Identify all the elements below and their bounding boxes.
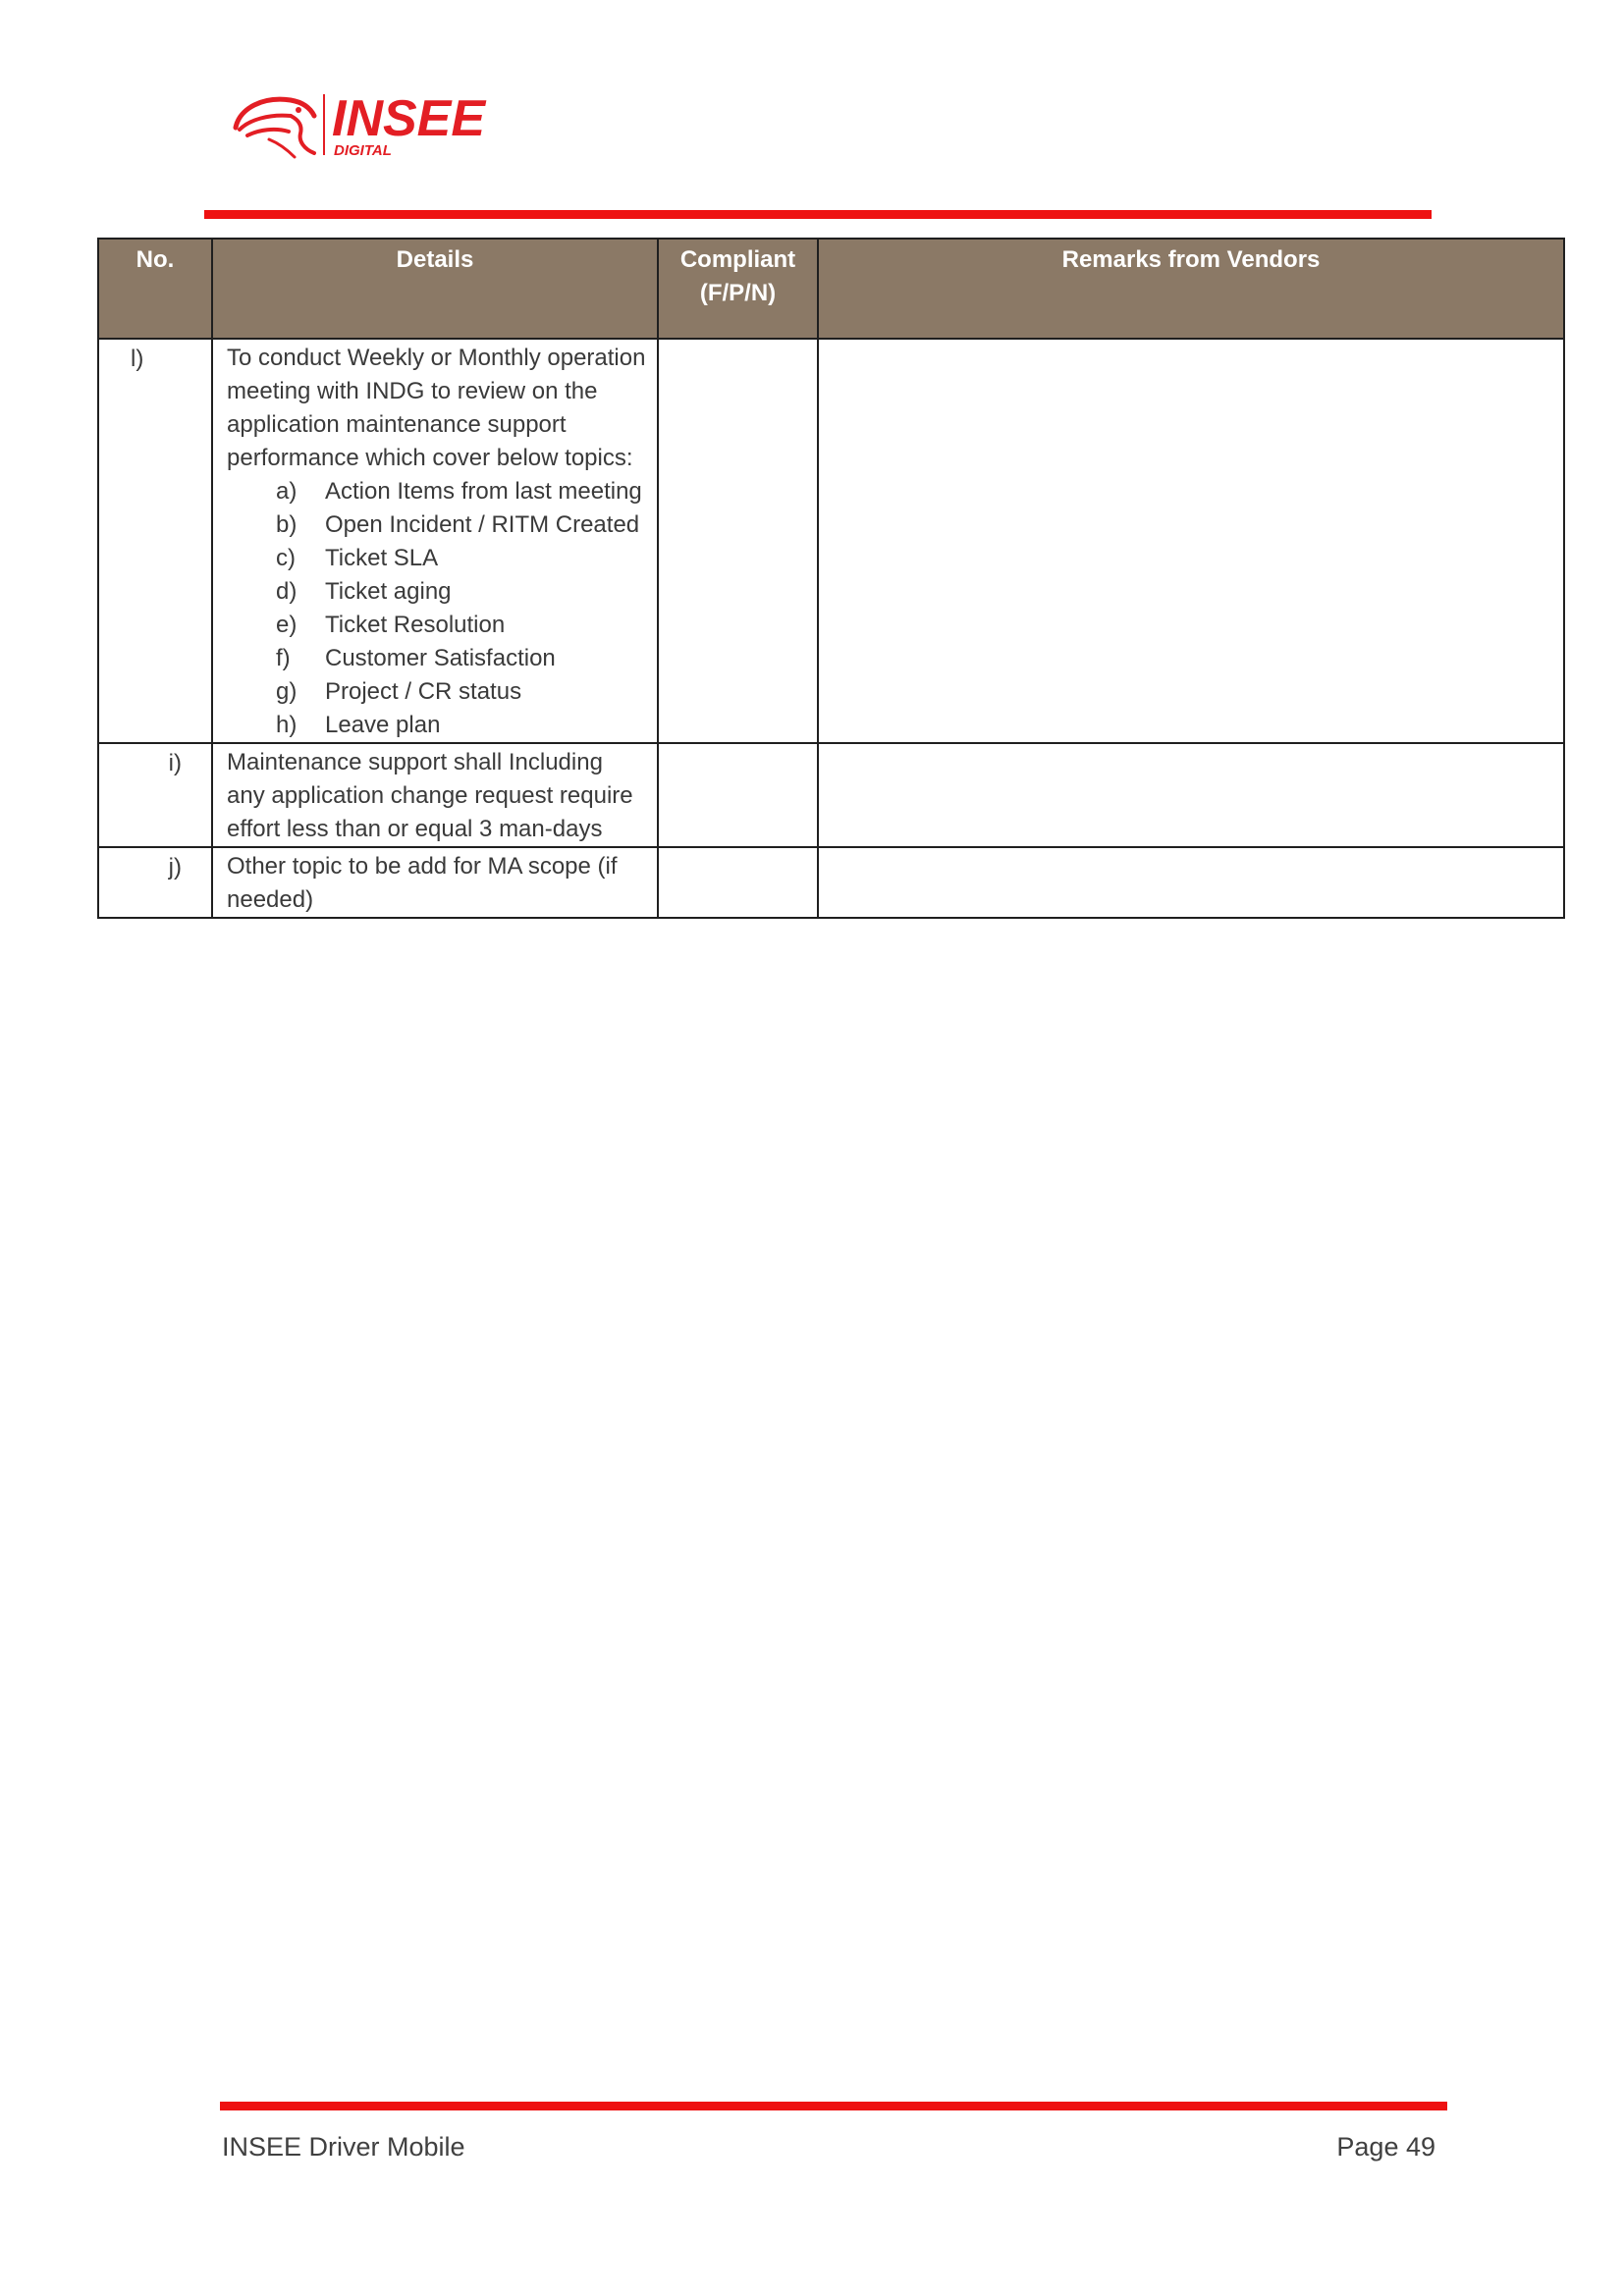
list-item — [227, 475, 647, 508]
insee-digital-logo — [230, 86, 514, 165]
list-text: Ticket aging — [325, 578, 452, 605]
list-item — [227, 609, 647, 642]
header-rule — [204, 210, 1432, 219]
list-text: Ticket SLA — [325, 545, 439, 571]
table-header-row — [98, 239, 1564, 339]
row-remarks-cell[interactable] — [818, 339, 1564, 743]
row-details: Other topic to be add for MA scope (if needed) — [212, 847, 658, 918]
row-number: l) — [98, 339, 212, 743]
table-row — [98, 847, 1564, 918]
eagle-head-icon — [236, 99, 314, 157]
list-text: Customer Satisfaction — [325, 645, 556, 671]
row-compliant-cell[interactable] — [658, 743, 818, 847]
list-item — [227, 575, 647, 609]
footer-rule — [220, 2102, 1447, 2110]
list-item — [227, 675, 647, 709]
list-marker: a) — [276, 478, 298, 505]
list-text: Action Items from last meeting — [325, 478, 642, 505]
list-marker: b) — [276, 511, 298, 538]
table-row — [98, 743, 1564, 847]
list-item — [227, 508, 647, 542]
list-marker: d) — [276, 578, 298, 605]
list-text: Project / CR status — [325, 678, 522, 705]
col-header-compliant — [658, 239, 818, 339]
col-header-compliant-line2: (F/P/N) — [699, 280, 777, 306]
row-compliant-cell[interactable] — [658, 847, 818, 918]
logo-graphic — [230, 86, 514, 165]
list-text: Open Incident / RITM Created — [325, 511, 640, 538]
list-marker: h) — [276, 712, 298, 738]
row-remarks-cell[interactable] — [818, 743, 1564, 847]
list-text: Ticket Resolution — [325, 612, 506, 638]
table-row — [98, 339, 1564, 743]
footer-document-title: INSEE Driver Mobile — [222, 2132, 465, 2162]
logo-brand-text: INSEE — [332, 90, 486, 147]
row-remarks-cell[interactable] — [818, 847, 1564, 918]
row-details — [212, 339, 658, 743]
row-compliant-cell[interactable] — [658, 339, 818, 743]
requirements-table — [97, 238, 1565, 919]
col-header-no: No. — [98, 239, 212, 339]
col-header-details: Details — [212, 239, 658, 339]
col-header-compliant-line1: Compliant — [679, 246, 796, 273]
list-item — [227, 642, 647, 675]
footer-page-number: Page 49 — [1336, 2132, 1435, 2162]
topic-list — [227, 475, 647, 742]
row-details: Maintenance support shall Including any application change request require effort less than or equal 3 man-days — [212, 743, 658, 847]
logo-sub-text: DIGITAL — [334, 142, 392, 159]
list-marker: f) — [276, 645, 291, 671]
list-item — [227, 709, 647, 742]
list-marker: g) — [276, 678, 298, 705]
row-number: i) — [98, 743, 212, 847]
col-header-remarks: Remarks from Vendors — [818, 239, 1564, 339]
list-text: Leave plan — [325, 712, 441, 738]
row-number: j) — [98, 847, 212, 918]
row-details-intro: To conduct Weekly or Monthly operation meeting with INDG to review on the application maintenance support performance which cover below topics: — [227, 345, 646, 471]
list-marker: c) — [276, 545, 296, 571]
list-marker: e) — [276, 612, 298, 638]
list-item — [227, 542, 647, 575]
